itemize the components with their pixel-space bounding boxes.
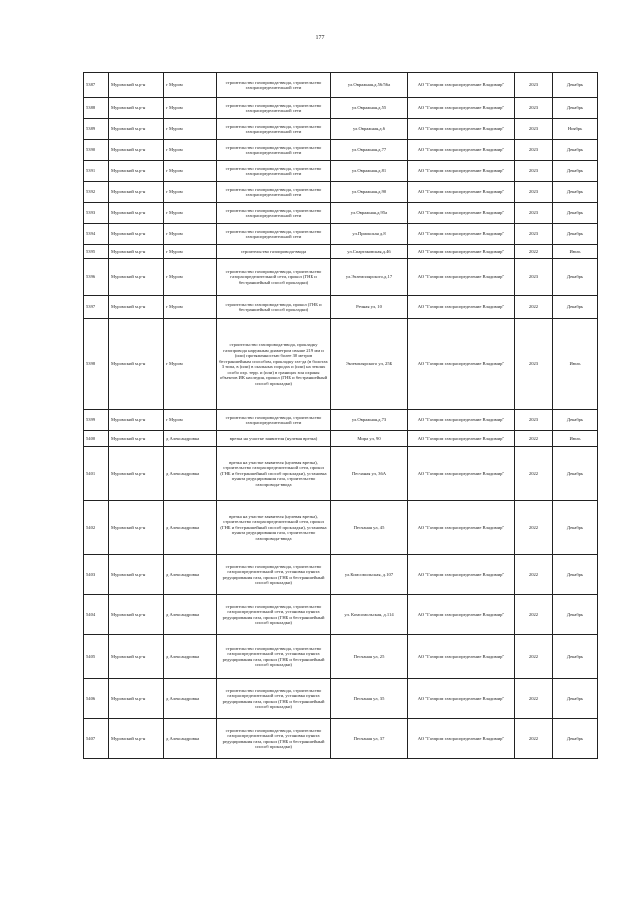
row-number: 5395 bbox=[84, 245, 109, 259]
table-body bbox=[84, 73, 598, 759]
address-cell: Экземплярского ул, 25Б bbox=[331, 319, 408, 410]
address-cell: ул.Спартаковская,д.46 bbox=[331, 245, 408, 259]
row-number: 5407 bbox=[84, 719, 109, 759]
organization-cell: АО "Газпром газораспределение Владимир" bbox=[408, 296, 515, 319]
district-cell: Муромский м.р-н bbox=[109, 410, 164, 431]
row-number: 5390 bbox=[84, 140, 109, 161]
year-cell: 2023 bbox=[515, 203, 553, 224]
organization-cell: АО "Газпром газораспределение Владимир" bbox=[408, 501, 515, 555]
row-number: 5399 bbox=[84, 410, 109, 431]
organization-cell: АО "Газпром газораспределение Владимир" bbox=[408, 119, 515, 140]
address-cell: ул.Овражная,д.77 bbox=[331, 140, 408, 161]
work-type-cell: строительство газопровода-ввода, строительство газораспределительной сети, установка пункта редуцирования газа, прокол (ГНБ и бестраншейный способ прокладки) bbox=[217, 679, 331, 719]
month-cell: Декабрь bbox=[553, 501, 598, 555]
address-cell: ул.Комсомольская, д.107 bbox=[331, 555, 408, 595]
row-number: 5402 bbox=[84, 501, 109, 555]
organization-cell: АО "Газпром газораспределение Владимир" bbox=[408, 679, 515, 719]
address-cell: ул. Комсомольская, д.114 bbox=[331, 595, 408, 635]
work-type-cell: строительство газопровода-ввода, строительство газораспределительной сети, установка пункта редуцирования газа, прокол (ГНБ и бестраншейный способ прокладки) bbox=[217, 555, 331, 595]
month-cell: Июль bbox=[553, 431, 598, 447]
table-row bbox=[84, 73, 598, 98]
row-number: 5398 bbox=[84, 319, 109, 410]
organization-cell: АО "Газпром газораспределение Владимир" bbox=[408, 161, 515, 182]
locality-cell: д Александровка bbox=[164, 719, 217, 759]
district-cell: Муромский м.р-н bbox=[109, 224, 164, 245]
district-cell: Муромский м.р-н bbox=[109, 635, 164, 679]
district-cell: Муромский м.р-н bbox=[109, 431, 164, 447]
month-cell: Декабрь bbox=[553, 555, 598, 595]
address-cell: ул.Овражная,д.55 bbox=[331, 98, 408, 119]
address-cell: ул.Овражная,д.95а bbox=[331, 203, 408, 224]
district-cell: Муромский м.р-н bbox=[109, 259, 164, 296]
work-type-cell: строительство газопровода-ввода, строительство газораспределительной сети bbox=[217, 73, 331, 98]
table-row bbox=[84, 182, 598, 203]
work-type-cell: строительство газопровода-ввода, строительство газораспределительной сети bbox=[217, 161, 331, 182]
row-number: 5387 bbox=[84, 73, 109, 98]
row-number: 5396 bbox=[84, 259, 109, 296]
row-number: 5403 bbox=[84, 555, 109, 595]
month-cell: Декабрь bbox=[553, 635, 598, 679]
year-cell: 2022 bbox=[515, 431, 553, 447]
year-cell: 2022 bbox=[515, 679, 553, 719]
month-cell: Июль bbox=[553, 245, 598, 259]
work-type-cell: строительство газопровода-ввода, строительство газораспределительной сети bbox=[217, 224, 331, 245]
district-cell: Муромский м.р-н bbox=[109, 595, 164, 635]
address-cell: ул.Приокская д.8 bbox=[331, 224, 408, 245]
table-row bbox=[84, 140, 598, 161]
work-type-cell: врезка на участке заявителя (нулевая врезка), строительство газораспределительной сети, прокол (ГНБ и бестраншейный способ прокладки), установка пункта редуцирования газа, строительство газопровода-ввода bbox=[217, 501, 331, 555]
table-row bbox=[84, 245, 598, 259]
locality-cell: д Александровка bbox=[164, 555, 217, 595]
organization-cell: АО "Газпром газораспределение Владимир" bbox=[408, 447, 515, 501]
work-type-cell: строительство газопровода-ввода, строительство газораспределительной сети bbox=[217, 410, 331, 431]
organization-cell: АО "Газпром газораспределение Владимир" bbox=[408, 319, 515, 410]
year-cell: 2022 bbox=[515, 501, 553, 555]
table-row bbox=[84, 203, 598, 224]
table-row bbox=[84, 98, 598, 119]
locality-cell: г Муром bbox=[164, 161, 217, 182]
locality-cell: д Александровка bbox=[164, 431, 217, 447]
table-row bbox=[84, 410, 598, 431]
organization-cell: АО "Газпром газораспределение Владимир" bbox=[408, 245, 515, 259]
work-type-cell: строительство газопровода-ввода, строительство газораспределительной сети bbox=[217, 203, 331, 224]
locality-cell: г Муром bbox=[164, 259, 217, 296]
locality-cell: г Муром bbox=[164, 410, 217, 431]
work-type-cell: врезка на участке заявителя (нулевая врезка) bbox=[217, 431, 331, 447]
organization-cell: АО "Газпром газораспределение Владимир" bbox=[408, 259, 515, 296]
address-cell: Песчаная ул, 25 bbox=[331, 635, 408, 679]
row-number: 5392 bbox=[84, 182, 109, 203]
month-cell: Декабрь bbox=[553, 296, 598, 319]
table-row bbox=[84, 635, 598, 679]
row-number: 5389 bbox=[84, 119, 109, 140]
address-cell: ул.Овражная,д.56/56а bbox=[331, 73, 408, 98]
table-row bbox=[84, 296, 598, 319]
row-number: 5405 bbox=[84, 635, 109, 679]
address-cell: ул.Овражная,д.81 bbox=[331, 161, 408, 182]
locality-cell: г Муром bbox=[164, 140, 217, 161]
month-cell: Декабрь bbox=[553, 410, 598, 431]
table-row bbox=[84, 501, 598, 555]
row-number: 5393 bbox=[84, 203, 109, 224]
district-cell: Муромский м.р-н bbox=[109, 719, 164, 759]
work-type-cell: строительство газопровода-ввода, строительство газораспределительной сети bbox=[217, 182, 331, 203]
organization-cell: АО "Газпром газораспределение Владимир" bbox=[408, 140, 515, 161]
district-cell: Муромский м.р-н bbox=[109, 319, 164, 410]
district-cell: Муромский м.р-н bbox=[109, 679, 164, 719]
month-cell: Декабрь bbox=[553, 447, 598, 501]
address-cell: Песчаная ул, 36А bbox=[331, 447, 408, 501]
year-cell: 2023 bbox=[515, 161, 553, 182]
gasification-table bbox=[83, 72, 598, 759]
table-row bbox=[84, 319, 598, 410]
address-cell: ул.Овражная,д.6 bbox=[331, 119, 408, 140]
organization-cell: АО "Газпром газораспределение Владимир" bbox=[408, 719, 515, 759]
locality-cell: г Муром bbox=[164, 119, 217, 140]
address-cell: Песчаная ул, 45 bbox=[331, 501, 408, 555]
year-cell: 2023 bbox=[515, 182, 553, 203]
table-row bbox=[84, 119, 598, 140]
year-cell: 2023 bbox=[515, 319, 553, 410]
locality-cell: д Александровка bbox=[164, 447, 217, 501]
table-row bbox=[84, 224, 598, 245]
month-cell: Декабрь bbox=[553, 161, 598, 182]
address-cell: Песчаная ул, 37 bbox=[331, 719, 408, 759]
address-cell: Мира ул, 90 bbox=[331, 431, 408, 447]
row-number: 5406 bbox=[84, 679, 109, 719]
table-row bbox=[84, 447, 598, 501]
work-type-cell: строительство газопровода-ввода, прокладку газопровода наружным диаметром свыше 219 мм и (или) протяженностью более 30 метров бестраншейным способом, прокладку газ-да (в болотах 3 типа, в (или) в скальных породах и (или) на землях особо охр. терр. и (или) в границах зон охраны объектов ИК наследия, прокол (ГНБ и бестраншейный способ прокладки) bbox=[217, 319, 331, 410]
row-number: 5404 bbox=[84, 595, 109, 635]
month-cell: Июль bbox=[553, 319, 598, 410]
table-row bbox=[84, 161, 598, 182]
work-type-cell: врезка на участке заявителя (нулевая врезка), строительство газораспределительной сети, прокол (ГНБ и бестраншейный способ прокладки), установка пункта редуцирования газа, строительство газопровода-ввода bbox=[217, 447, 331, 501]
district-cell: Муромский м.р-н bbox=[109, 245, 164, 259]
work-type-cell: строительство газопровода-ввода, строительство газораспределительной сети bbox=[217, 98, 331, 119]
row-number: 5400 bbox=[84, 431, 109, 447]
year-cell: 2023 bbox=[515, 98, 553, 119]
address-cell: ул.Овражная,д.73 bbox=[331, 410, 408, 431]
organization-cell: АО "Газпром газораспределение Владимир" bbox=[408, 635, 515, 679]
district-cell: Муромский м.р-н bbox=[109, 161, 164, 182]
month-cell: Ноябрь bbox=[553, 119, 598, 140]
locality-cell: г Муром bbox=[164, 224, 217, 245]
month-cell: Декабрь bbox=[553, 259, 598, 296]
organization-cell: АО "Газпром газораспределение Владимир" bbox=[408, 595, 515, 635]
locality-cell: г Муром bbox=[164, 203, 217, 224]
month-cell: Декабрь bbox=[553, 595, 598, 635]
organization-cell: АО "Газпром газораспределение Владимир" bbox=[408, 73, 515, 98]
month-cell: Декабрь bbox=[553, 224, 598, 245]
year-cell: 2022 bbox=[515, 245, 553, 259]
row-number: 5397 bbox=[84, 296, 109, 319]
table-row bbox=[84, 679, 598, 719]
locality-cell: г Муром bbox=[164, 319, 217, 410]
locality-cell: д Александровка bbox=[164, 635, 217, 679]
year-cell: 2023 bbox=[515, 73, 553, 98]
district-cell: Муромский м.р-н bbox=[109, 447, 164, 501]
locality-cell: г Муром bbox=[164, 296, 217, 319]
organization-cell: АО "Газпром газораспределение Владимир" bbox=[408, 555, 515, 595]
table-row bbox=[84, 555, 598, 595]
month-cell: Декабрь bbox=[553, 679, 598, 719]
district-cell: Муромский м.р-н bbox=[109, 182, 164, 203]
work-type-cell: строительство газопровода-ввода, строительство газораспределительной сети, прокол (ГНБ и бестраншейный способ прокладки) bbox=[217, 259, 331, 296]
address-cell: ул.Овражная,д.90 bbox=[331, 182, 408, 203]
table-row bbox=[84, 259, 598, 296]
month-cell: Декабрь bbox=[553, 182, 598, 203]
work-type-cell: строительство газопровода-ввода bbox=[217, 245, 331, 259]
month-cell: Декабрь bbox=[553, 203, 598, 224]
table-row bbox=[84, 595, 598, 635]
year-cell: 2023 bbox=[515, 140, 553, 161]
work-type-cell: строительство газопровода-ввода, строительство газораспределительной сети bbox=[217, 119, 331, 140]
year-cell: 2022 bbox=[515, 719, 553, 759]
table-row bbox=[84, 431, 598, 447]
year-cell: 2023 bbox=[515, 410, 553, 431]
year-cell: 2022 bbox=[515, 595, 553, 635]
locality-cell: г Муром bbox=[164, 245, 217, 259]
month-cell: Декабрь bbox=[553, 98, 598, 119]
district-cell: Муромский м.р-н bbox=[109, 119, 164, 140]
locality-cell: г Муром bbox=[164, 73, 217, 98]
locality-cell: д Александровка bbox=[164, 595, 217, 635]
district-cell: Муромский м.р-н bbox=[109, 203, 164, 224]
organization-cell: АО "Газпром газораспределение Владимир" bbox=[408, 224, 515, 245]
page-number: 177 bbox=[315, 35, 325, 41]
month-cell: Декабрь bbox=[553, 140, 598, 161]
row-number: 5388 bbox=[84, 98, 109, 119]
organization-cell: АО "Газпром газораспределение Владимир" bbox=[408, 431, 515, 447]
organization-cell: АО "Газпром газораспределение Владимир" bbox=[408, 410, 515, 431]
year-cell: 2022 bbox=[515, 555, 553, 595]
address-cell: ул.Экземплярского,д.17 bbox=[331, 259, 408, 296]
work-type-cell: строительство газопровода-ввода, прокол (ГНБ и бестраншейный способ прокладки) bbox=[217, 296, 331, 319]
address-cell: Речная ул, 10 bbox=[331, 296, 408, 319]
address-cell: Песчаная ул, 35 bbox=[331, 679, 408, 719]
organization-cell: АО "Газпром газораспределение Владимир" bbox=[408, 182, 515, 203]
row-number: 5394 bbox=[84, 224, 109, 245]
district-cell: Муромский м.р-н bbox=[109, 73, 164, 98]
district-cell: Муромский м.р-н bbox=[109, 501, 164, 555]
district-cell: Муромский м.р-н bbox=[109, 98, 164, 119]
locality-cell: г Муром bbox=[164, 182, 217, 203]
table-row bbox=[84, 719, 598, 759]
organization-cell: АО "Газпром газораспределение Владимир" bbox=[408, 203, 515, 224]
year-cell: 2022 bbox=[515, 635, 553, 679]
year-cell: 2022 bbox=[515, 296, 553, 319]
work-type-cell: строительство газопровода-ввода, строительство газораспределительной сети, установка пункта редуцирования газа, прокол (ГНБ и бестраншейный способ прокладки) bbox=[217, 635, 331, 679]
year-cell: 2023 bbox=[515, 224, 553, 245]
work-type-cell: строительство газопровода-ввода, строительство газораспределительной сети, установка пункта редуцирования газа, прокол (ГНБ и бестраншейный способ прокладки) bbox=[217, 595, 331, 635]
year-cell: 2022 bbox=[515, 447, 553, 501]
locality-cell: г Муром bbox=[164, 98, 217, 119]
row-number: 5401 bbox=[84, 447, 109, 501]
district-cell: Муромский м.р-н bbox=[109, 296, 164, 319]
month-cell: Декабрь bbox=[553, 719, 598, 759]
district-cell: Муромский м.р-н bbox=[109, 140, 164, 161]
year-cell: 2023 bbox=[515, 259, 553, 296]
work-type-cell: строительство газопровода-ввода, строительство газораспределительной сети bbox=[217, 140, 331, 161]
district-cell: Муромский м.р-н bbox=[109, 555, 164, 595]
locality-cell: д Александровка bbox=[164, 501, 217, 555]
month-cell: Декабрь bbox=[553, 73, 598, 98]
year-cell: 2023 bbox=[515, 119, 553, 140]
organization-cell: АО "Газпром газораспределение Владимир" bbox=[408, 98, 515, 119]
row-number: 5391 bbox=[84, 161, 109, 182]
work-type-cell: строительство газопровода-ввода, строительство газораспределительной сети, установка пункта редуцирования газа, прокол (ГНБ и бестраншейный способ прокладки) bbox=[217, 719, 331, 759]
locality-cell: д Александровка bbox=[164, 679, 217, 719]
